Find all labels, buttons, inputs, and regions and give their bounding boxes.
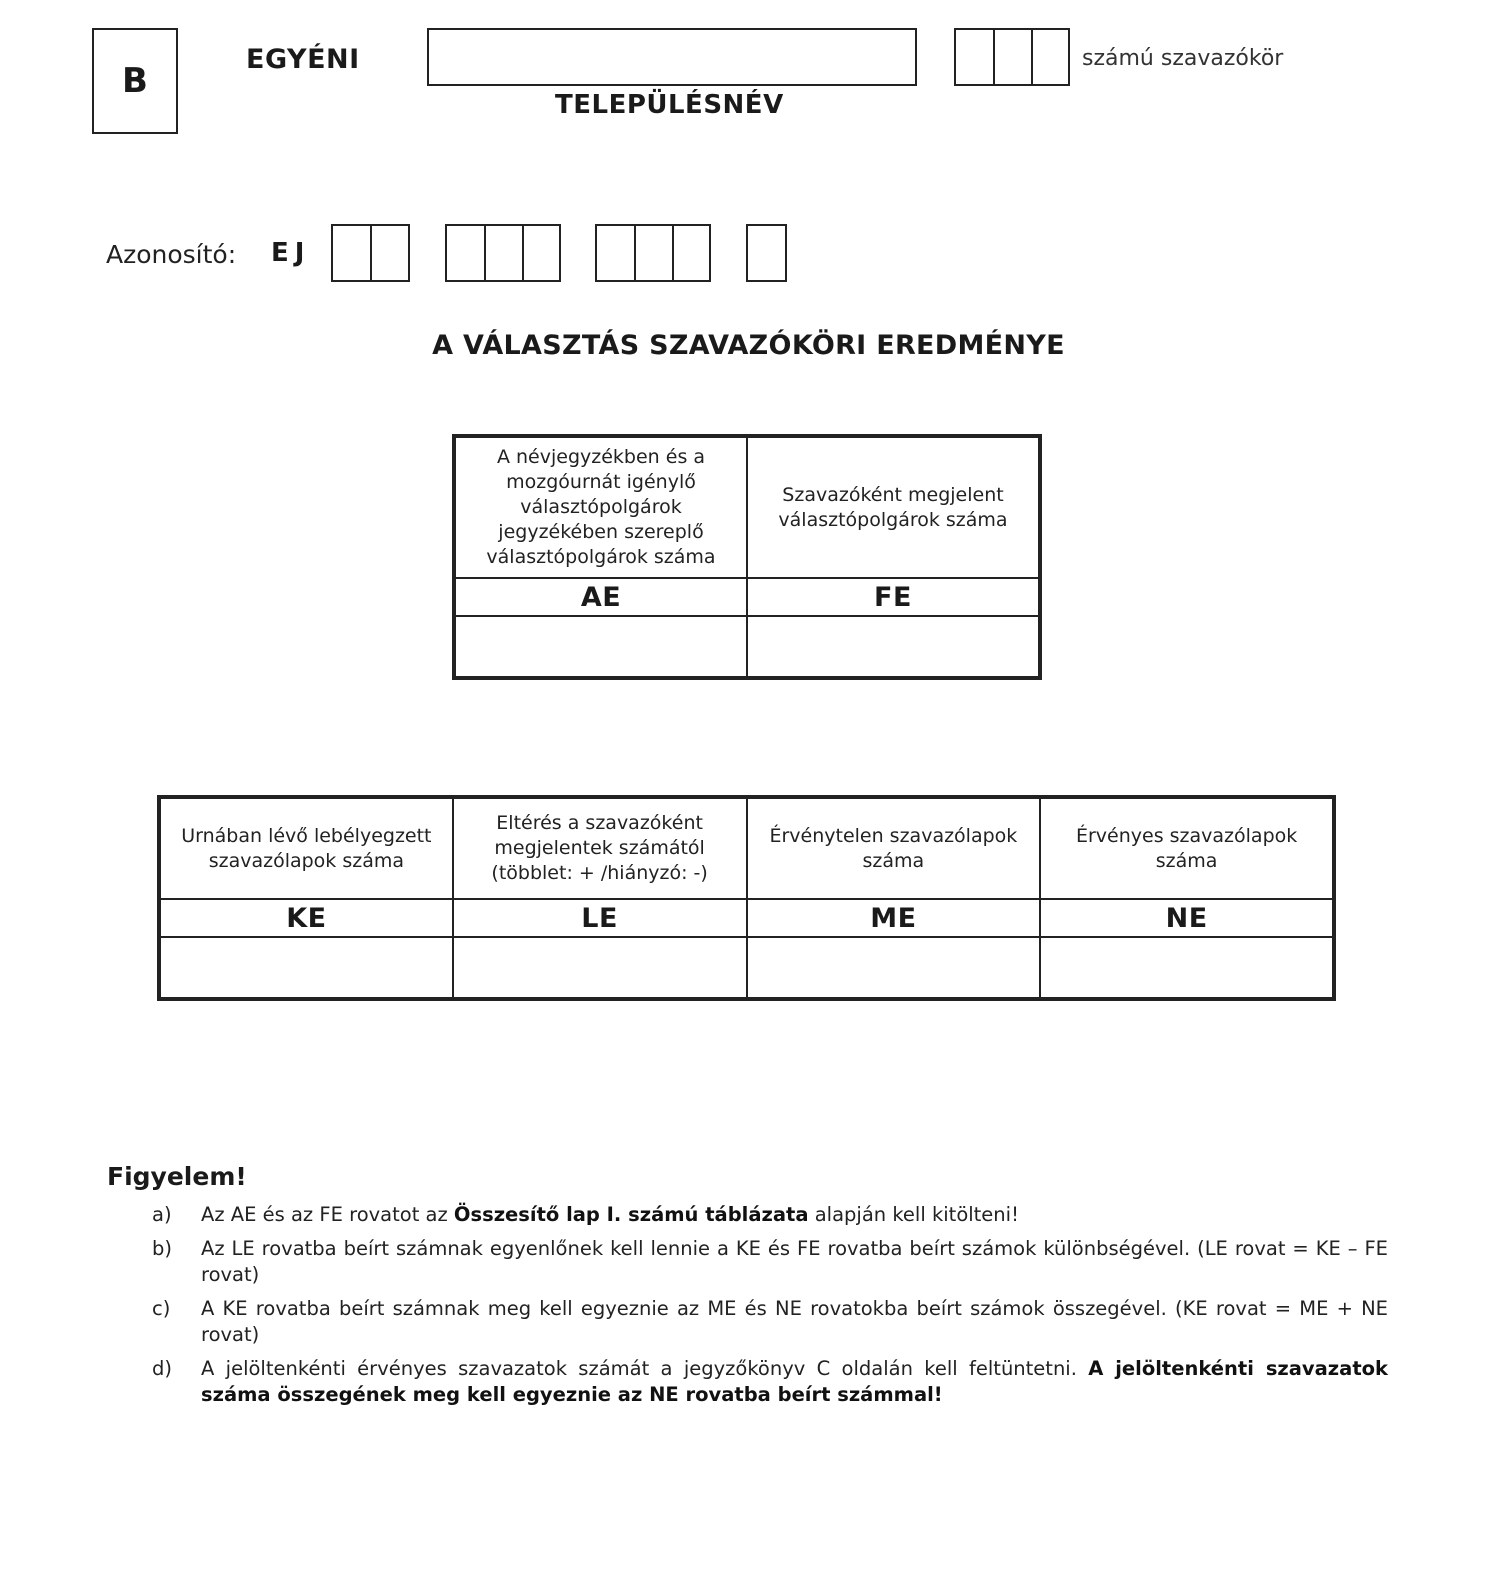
column-header-le: Eltérés a szavazóként megjelentek számától (többlet: + /hiányzó: -) (453, 797, 747, 899)
column-header-fe: Szavazóként megjelent választópolgárok száma (747, 436, 1040, 578)
value-field-ae[interactable] (454, 616, 747, 678)
district-digit-box[interactable] (993, 30, 1030, 84)
note-text: Az AE és az FE rovatot az Összesítő lap I. számú táblázata alapján kell kitölteni! (201, 1203, 1019, 1226)
section-title: A VÁLASZTÁS SZAVAZÓKÖRI EREDMÉNYE (432, 330, 1065, 361)
column-code-ae: AE (454, 578, 747, 616)
notes-title: Figyelem! (107, 1162, 247, 1191)
note-item (152, 1202, 1388, 1228)
value-field-me[interactable] (747, 937, 1041, 999)
value-field-ne[interactable] (1040, 937, 1334, 999)
column-code-me: ME (747, 899, 1041, 937)
town-name-caption: TELEPÜLÉSNÉV (555, 90, 784, 120)
turnout-table (452, 434, 1042, 680)
identifier-digit-box[interactable] (672, 226, 709, 280)
identifier-digit-box[interactable] (333, 226, 370, 280)
note-text: Az LE rovatba beírt számnak egyenlőnek kell lennie a KE és FE rovatba beírt számok különbségével. (LE rovat = KE – FE rovat) (201, 1237, 1388, 1286)
identifier-label: Azonosító: (106, 240, 237, 269)
column-code-fe: FE (747, 578, 1040, 616)
identifier-digit-box[interactable] (370, 226, 407, 280)
identifier-digit-box[interactable] (522, 226, 559, 280)
note-text: A jelöltenkénti érvényes szavazatok számát a jegyzőkönyv C oldalán kell feltüntetni. A jelöltenkénti szavazatok száma összegének meg kell egyeznie az NE rovatba beírt számmal! (201, 1357, 1389, 1406)
column-code-ke: KE (159, 899, 453, 937)
identifier-group-1[interactable] (331, 224, 410, 282)
note-item (152, 1356, 1388, 1408)
district-digit-box[interactable] (1031, 30, 1068, 84)
identifier-digit-box[interactable] (634, 226, 671, 280)
notes-list (152, 1202, 1388, 1416)
column-code-le: LE (453, 899, 747, 937)
identifier-digit-box[interactable] (597, 226, 634, 280)
district-number-field[interactable] (954, 28, 1070, 86)
column-header-ne: Érvényes szavazólapok száma (1040, 797, 1334, 899)
value-field-fe[interactable] (747, 616, 1040, 678)
identifier-prefix: EJ (271, 238, 311, 268)
note-item (152, 1296, 1388, 1348)
column-header-ae: A névjegyzékben és a mozgóurnát igénylő választópolgárok jegyzékében szereplő választópolgárok száma (454, 436, 747, 578)
note-item (152, 1236, 1388, 1288)
district-digit-box[interactable] (956, 30, 993, 84)
identifier-digit-box[interactable] (748, 226, 785, 280)
value-field-ke[interactable] (159, 937, 453, 999)
column-header-me: Érvénytelen szavazólapok száma (747, 797, 1041, 899)
town-name-field[interactable] (427, 28, 917, 86)
identifier-group-4[interactable] (746, 224, 787, 282)
ballot-type-label: EGYÉNI (246, 44, 360, 75)
column-code-ne: NE (1040, 899, 1334, 937)
identifier-digit-box[interactable] (484, 226, 521, 280)
column-header-ke: Urnában lévő lebélyegzett szavazólapok száma (159, 797, 453, 899)
page-letter: B (92, 28, 178, 134)
note-letter: b) (152, 1237, 172, 1260)
note-letter: c) (152, 1297, 171, 1320)
note-letter: d) (152, 1357, 172, 1380)
value-field-le[interactable] (453, 937, 747, 999)
identifier-group-2[interactable] (445, 224, 561, 282)
district-suffix-label: számú szavazókör (1082, 46, 1284, 71)
identifier-digit-box[interactable] (447, 226, 484, 280)
identifier-group-3[interactable] (595, 224, 711, 282)
note-text: A KE rovatba beírt számnak meg kell egyeznie az ME és NE rovatokba beírt számok összegével. (KE rovat = ME + NE rovat) (201, 1297, 1388, 1346)
note-letter: a) (152, 1203, 172, 1226)
ballots-table (157, 795, 1336, 1001)
